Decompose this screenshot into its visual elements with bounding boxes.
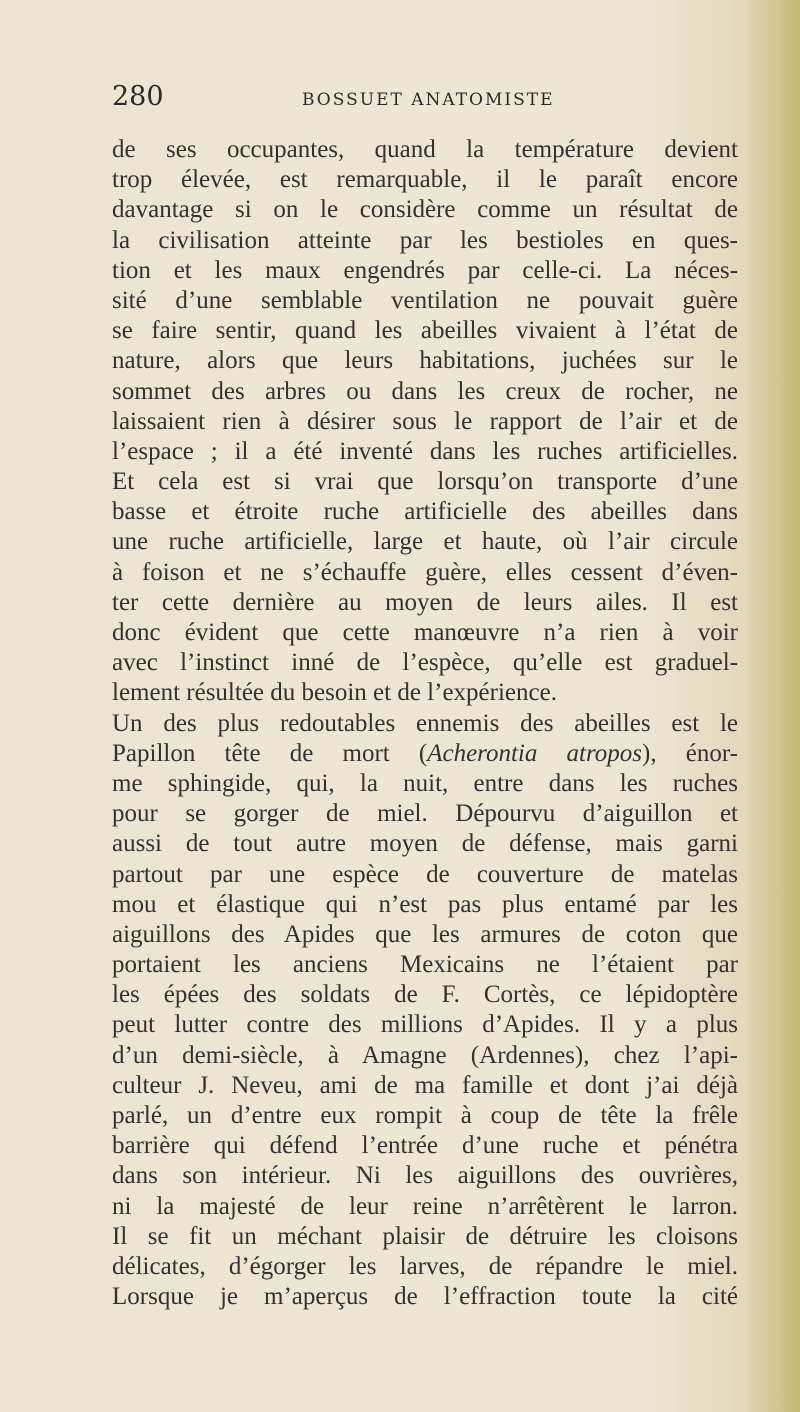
body-text [112, 135, 738, 1312]
page-number: 280 [112, 81, 164, 112]
text-line: donc évident que cette manœuvre n’a rien à voir [112, 619, 738, 646]
text-line: trop élevée, est remarquable, il le paraît encore [112, 166, 738, 194]
text-line: tion et les maux engendrés par celle-ci. La néces- [112, 256, 738, 284]
text-line: à foison et ne s’échauffe guère, elles cessent d’éven- [112, 558, 738, 586]
text-line: dans son intérieur. Ni les aiguillons des ouvrières, [112, 1162, 738, 1190]
page-edge-shading [745, 0, 800, 1412]
text-line: l’espace ; il a été inventé dans les ruches artificielles. [112, 437, 738, 465]
text-line: Et cela est si vrai que lorsqu’on transporte d’une [112, 468, 738, 496]
text-line: avec l’instinct inné de l’espèce, qu’elle est graduel- [112, 649, 738, 677]
species-name: Acherontia atropos [427, 739, 643, 767]
running-title: BOSSUET ANATOMISTE [302, 90, 555, 110]
text-line: partout par une espèce de couverture de matelas [112, 860, 738, 888]
text-line: parlé, un d’entre eux rompit à coup de tête la frêle [112, 1102, 738, 1129]
text-line-papillon [112, 739, 738, 769]
text-line: peut lutter contre des millions d’Apides. Il y a plus [112, 1011, 738, 1039]
text-line: la civilisation atteinte par les bestioles en ques- [112, 226, 738, 254]
text-line: portaient les anciens Mexicains ne l’étaient par [112, 951, 738, 979]
text-line: pour se gorger de miel. Dépourvu d’aiguillon et [112, 800, 738, 828]
text-line: nature, alors que leurs habitations, juchées sur le [112, 347, 738, 375]
text-line: se faire sentir, quand les abeilles vivaient à l’état de [112, 317, 738, 345]
text-line: sommet des arbres ou dans les creux de rocher, ne [112, 377, 738, 405]
text-line: culteur J. Neveu, ami de ma famille et dont j’ai déjà [112, 1071, 738, 1099]
text-line: ter cette dernière au moyen de leurs ailes. Il est [112, 588, 738, 616]
text-line: délicates, d’égorger les larves, de répandre le miel. [112, 1252, 738, 1280]
text-line: de ses occupantes, quand la température devient [112, 136, 738, 163]
text-line: une ruche artificielle, large et haute, où l’air circule [112, 528, 738, 556]
papillon-before: Papillon tête de mort ( [112, 739, 428, 767]
text-line: laissaient rien à désirer sous le rapport de l’air et de [112, 407, 738, 435]
text-line: lement résultée du besoin et de l’expérience. [112, 679, 557, 707]
text-line: barrière qui défend l’entrée d’une ruche et pénétra [112, 1132, 738, 1160]
text-line: mou et élastique qui n’est pas plus entamé par les [112, 890, 738, 918]
text-line: ni la majesté de leur reine n’arrêtèrent le larron. [112, 1192, 738, 1220]
text-line: Un des plus redoutables ennemis des abeilles est le [112, 709, 738, 737]
text-line: basse et étroite ruche artificielle des abeilles dans [112, 498, 738, 526]
text-line: Lorsque je m’aperçus de l’effraction toute la cité [112, 1283, 738, 1311]
text-line: Il se fit un méchant plaisir de détruire les cloisons [112, 1222, 738, 1250]
text-line: les épées des soldats de F. Cortès, ce lépidoptère [112, 981, 738, 1009]
text-line: aussi de tout autre moyen de défense, mais garni [112, 830, 738, 858]
text-line: sité d’une semblable ventilation ne pouvait guère [112, 286, 738, 314]
page-header [112, 80, 740, 120]
papillon-after: ), énor- [642, 739, 738, 767]
text-line: me sphingide, qui, la nuit, entre dans les ruches [112, 769, 738, 797]
text-line: aiguillons des Apides que les armures de coton que [112, 920, 738, 948]
text-line: davantage si on le considère comme un résultat de [112, 196, 738, 224]
text-line: d’un demi-siècle, à Amagne (Ardennes), chez l’api- [112, 1041, 738, 1069]
